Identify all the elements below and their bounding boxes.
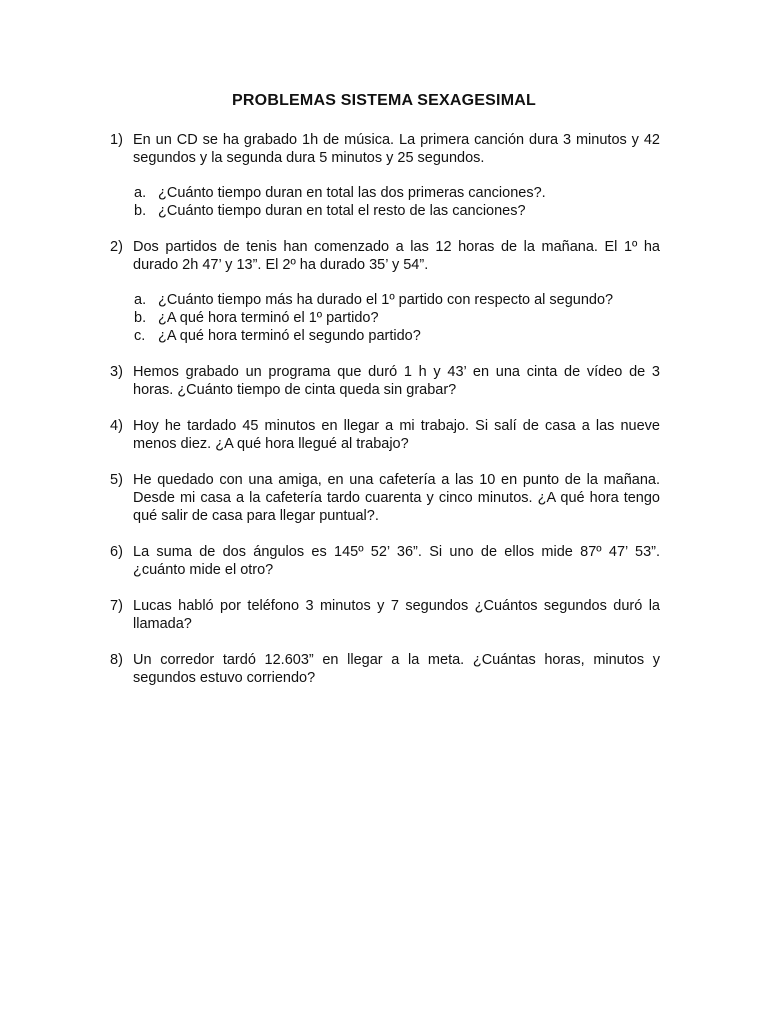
subquestion-text: ¿Cuánto tiempo duran en total el resto de las canciones? bbox=[158, 203, 526, 219]
problem-item-2 bbox=[110, 238, 660, 345]
problem-number: 3) bbox=[110, 364, 123, 380]
subquestion-letter: a. bbox=[134, 292, 147, 308]
problem-number: 8) bbox=[110, 652, 123, 668]
problem-number: 7) bbox=[110, 598, 123, 614]
problem-item-1 bbox=[110, 131, 660, 220]
subquestion-letter: a. bbox=[134, 185, 147, 201]
problem-item-6 bbox=[110, 543, 660, 579]
problem-text: Un corredor tardó 12.603” en llegar a la meta. ¿Cuántas horas, minutos y segundos estuvo corriendo? bbox=[133, 652, 660, 686]
subquestion-letter: b. bbox=[134, 203, 147, 219]
problem-item-8 bbox=[110, 651, 660, 687]
subquestion-item bbox=[133, 184, 660, 202]
problem-item-4 bbox=[110, 417, 660, 453]
problem-text: En un CD se ha grabado 1h de música. La primera canción dura 3 minutos y 42 segundos y la segunda dura 5 minutos y 25 segundos. bbox=[133, 132, 660, 166]
problem-text: Dos partidos de tenis han comenzado a las 12 horas de la mañana. El 1º ha durado 2h 47’ y 13”. El 2º ha durado 35’ y 54”. bbox=[133, 239, 660, 273]
subquestion-text: ¿A qué hora terminó el segundo partido? bbox=[158, 328, 421, 344]
subquestion-list bbox=[133, 291, 660, 345]
problem-number: 2) bbox=[110, 239, 123, 255]
page-title: PROBLEMAS SISTEMA SEXAGESIMAL bbox=[232, 92, 536, 109]
subquestion-item bbox=[133, 291, 660, 309]
problem-text: He quedado con una amiga, en una cafetería a las 10 en punto de la mañana. Desde mi casa a la cafetería tardo cuarenta y cinco minutos. ¿A qué hora tengo qué salir de casa para llegar puntual?. bbox=[133, 472, 660, 524]
problem-text: La suma de dos ángulos es 145º 52’ 36”. Si uno de ellos mide 87º 47’ 53”. ¿cuánto mide el otro? bbox=[133, 544, 660, 578]
problem-number: 4) bbox=[110, 418, 123, 434]
problem-list bbox=[110, 131, 660, 705]
subquestion-text: ¿A qué hora terminó el 1º partido? bbox=[158, 310, 379, 326]
subquestion-letter: c. bbox=[134, 328, 146, 344]
subquestion-list bbox=[133, 184, 660, 220]
subquestion-item bbox=[133, 309, 660, 327]
problem-text: Hemos grabado un programa que duró 1 h y 43’ en una cinta de vídeo de 3 horas. ¿Cuánto tiempo de cinta queda sin grabar? bbox=[133, 364, 660, 398]
problem-item-3 bbox=[110, 363, 660, 399]
subquestion-item bbox=[133, 327, 660, 345]
problem-number: 6) bbox=[110, 544, 123, 560]
problem-number: 1) bbox=[110, 132, 123, 148]
problem-text: Lucas habló por teléfono 3 minutos y 7 segundos ¿Cuántos segundos duró la llamada? bbox=[133, 598, 660, 632]
subquestion-item bbox=[133, 202, 660, 220]
problem-text: Hoy he tardado 45 minutos en llegar a mi trabajo. Si salí de casa a las nueve menos diez. ¿A qué hora llegué al trabajo? bbox=[133, 418, 660, 452]
subquestion-text: ¿Cuánto tiempo más ha durado el 1º partido con respecto al segundo? bbox=[158, 292, 614, 308]
problem-number: 5) bbox=[110, 472, 123, 488]
subquestion-text: ¿Cuánto tiempo duran en total las dos primeras canciones?. bbox=[158, 185, 546, 201]
subquestion-letter: b. bbox=[134, 310, 147, 326]
problem-item-7 bbox=[110, 597, 660, 633]
problem-item-5 bbox=[110, 471, 660, 525]
